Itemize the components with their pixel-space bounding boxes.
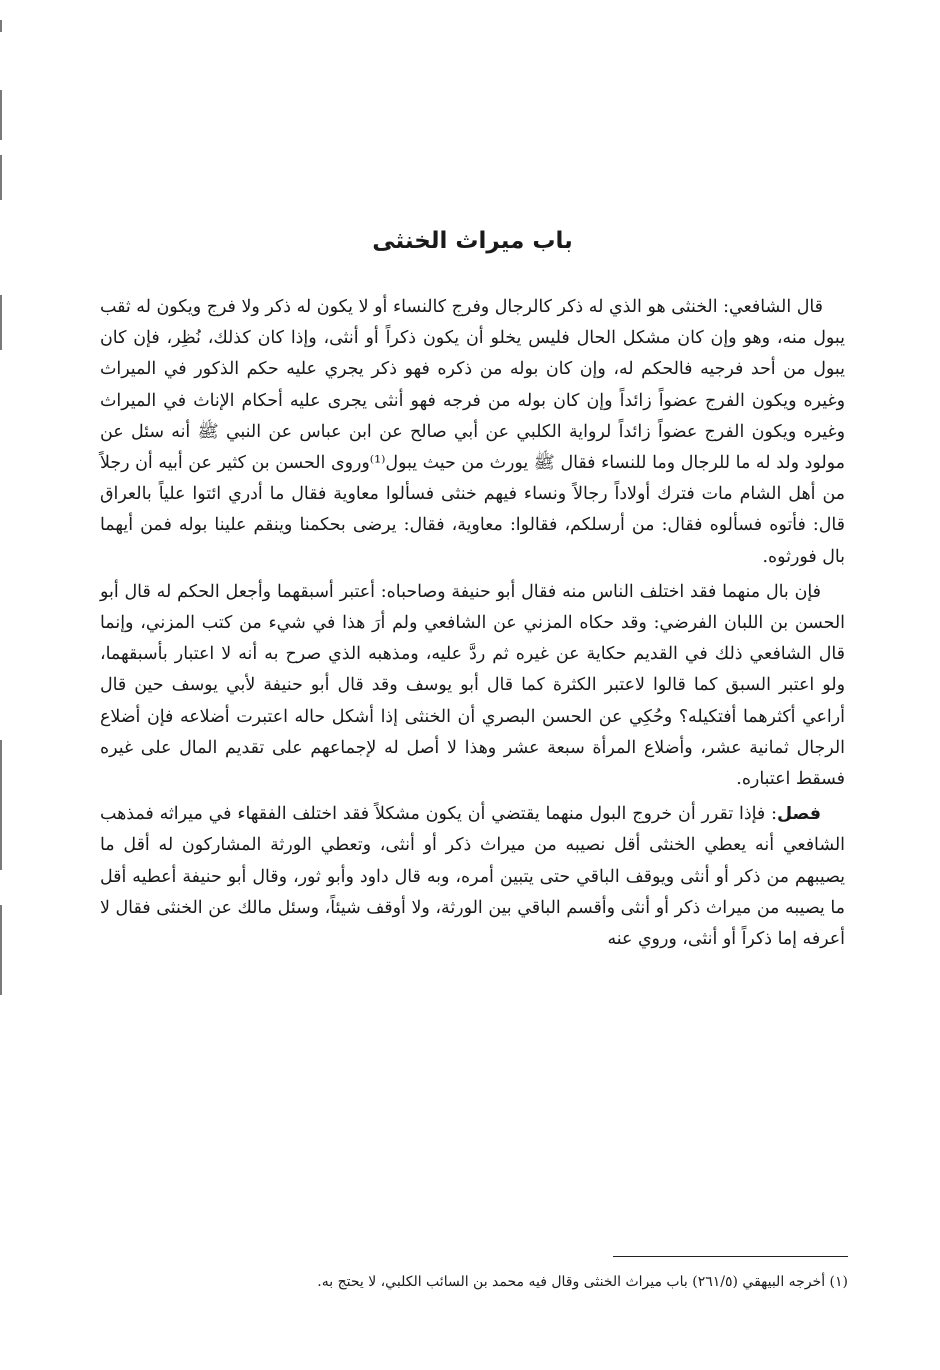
scan-edge-mark <box>0 295 2 350</box>
section-paragraph <box>100 799 845 955</box>
paragraph: قال الشافعي: الخنثى هو الذي له ذكر كالرجال وفرج كالنساء أو لا يكون له ذكر ولا فرج ويكون له ثقب يبول منه، وهو وإن كان مشكل الحال فليس يخلو أن يكون ذكراً أو أنثى، وإذا كان كذلك، نُظِر، فإن كان يبول من أحد فرجيه فالحكم له، وإن كان بوله من ذكره فهو ذكر يجري عليه حكم الذكور في الميراث وغيره ويكون الفرج عضواً زائداً وإن كان بوله من فرجه فهو أنثى يجرى عليه أحكام الإناث في الميراث وغيره ويكون الفرج عضواً زائداً لرواية الكلبي عن أبي صالح عن ابن عباس عن النبي ﷺ أنه سئل عن مولود ولد له ما للرجال وما للنساء فقال ﷺ يورث من حيث يبول⁽¹⁾وروى الحسن بن كثير عن أبيه أن رجلاً من أهل الشام مات فترك أولاداً رجالاً ونساء فيهم خنثى فسألوا معاوية فقال ما أدري ائتوا علياً بالعراق قال: فأتوه فسألوه فقال: من أرسلكم، فقالوا: معاوية، فقال: يرضى بحكمنا وينقم علينا بوله فمن أيهما بال فورثوه. <box>100 297 845 567</box>
scan-edge-mark <box>0 20 2 32</box>
scan-edge-mark <box>0 90 2 140</box>
scan-edge-mark <box>0 905 2 995</box>
scan-edge-mark <box>0 740 2 870</box>
paragraph: فإن بال منهما فقد اختلف الناس منه فقال أبو حنيفة وصاحباه: أعتبر أسبقهما وأجعل الحكم له قال أبو الحسن بن اللبان الفرضي: وقد حكاه المزني عن الشافعي ولم أرَ هذا في شيء من كتب المزني، وإنما قال الشافعي ذلك في القديم حكاية عن غيره ثم ردَّ عليه، ومذهبه الذي صرح به أنه لا اعتبار بأسبقهما، ولو اعتبر السبق كما قالوا لاعتبر الكثرة كما قال أبو يوسف وقد قال أبو حنيفة لأبي يوسف حين قال أراعي أكثرهما أفتكيله؟ وحُكِي عن الحسن البصري أن الخنثى إذا أشكل حاله اعتبرت أضلاعه فإن أضلاع الرجال ثمانية عشر، وأضلاع المرأة سبعة عشر وهذا لا أصل له لإجماعهم على تقديم المال على غيره فسقط اعتباره. <box>100 581 845 790</box>
page-body <box>100 228 845 959</box>
section-text: : فإذا تقرر أن خروج البول منهما يقتضي أن يكون مشكلاً فقد اختلف الفقهاء في ميراثه فمذهب الشافعي أنه يعطي الخنثى أقل نصيبه من ميراث ذكر أو أنثى، وتعطي الورثة المشاركون له أقل ما يصيبهم من ذكر أو أنثى ويوقف الباقي حتى يتبين أمره، وبه قال داود وأبو ثور، وقال أبو حنيفة أعطيه أقل ما يصيبه من ميراث ذكر أو أنثى وأقسم الباقي بين الورثة، ولا أوقف شيئاً، وسئل مالك عن الخنثى فقال لا أعرفه إما ذكراً أو أنثى، وروي عنه <box>100 804 845 950</box>
footnote: (١) أخرجه البيهقي (٢٦١/٥) باب ميراث الخنثى وقال فيه محمد بن السائب الكلبي، لا يحتج به. <box>317 1274 848 1290</box>
section-label: فصل <box>776 804 821 825</box>
scan-edge-mark <box>0 155 2 200</box>
footnote-separator <box>613 1256 848 1257</box>
chapter-title: باب ميراث الخنثى <box>372 228 573 254</box>
